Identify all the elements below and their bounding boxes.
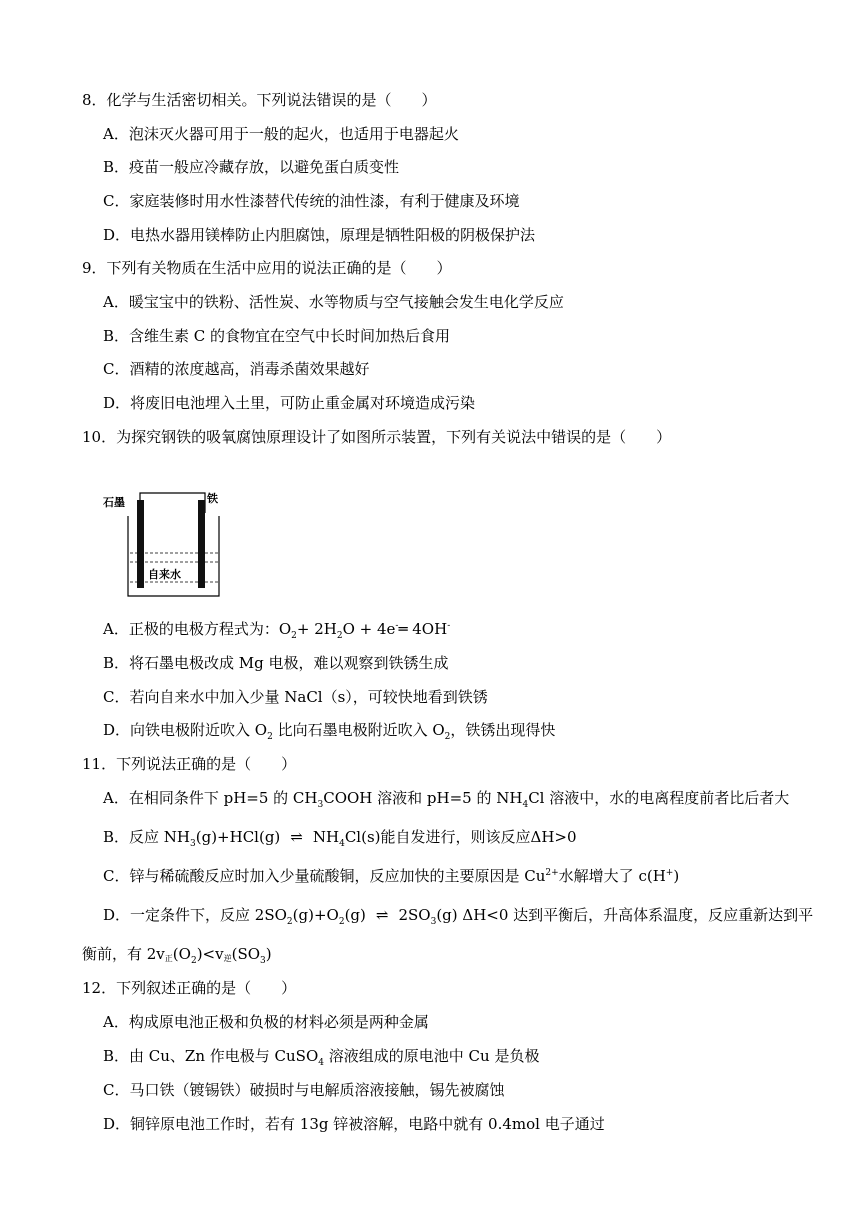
q10-stem: 10．为探究钢铁的吸氧腐蚀原理设计了如图所示装置，下列有关说法中错误的是（ ）: [82, 428, 672, 446]
equilibrium-arrow: ⇌: [290, 828, 303, 846]
tap-water-label: 自来水: [148, 568, 181, 581]
q8-option-c: C．家庭装修时用水性漆替代传统的油性漆，有利于健康及环境: [103, 192, 520, 210]
q11-option-d: D．一定条件下，反应 $2SO_2(g)+O_2(g)$ ⇌ $2SO_3(g)$ ΔH<0 达到平衡后，升高体系温度，反应重新达到平: [103, 906, 814, 927]
q11-option-b: B．反应 $NH_3(g)+HCl(g)$ ⇌ $NH_4Cl(s)$能自发进行，则该反应ΔH>0: [103, 828, 577, 849]
q11-stem: 11．下列说法正确的是（ ）: [82, 755, 297, 773]
q12-stem: 12．下列叙述正确的是（ ）: [82, 979, 297, 997]
q8-option-b: B．疫苗一般应冷藏存放，以避免蛋白质变性: [103, 158, 400, 176]
q10-option-d: D．向铁电极附近吹入 $O_2$ 比向石墨电极附近吹入 $O_2$，铁锈出现得快: [103, 721, 556, 742]
q9-option-b: B．含维生素 C 的食物宜在空气中长时间加热后食用: [103, 327, 451, 345]
iron-label: 铁: [207, 492, 218, 505]
q10-option-b: B．将石墨电极改成 Mg 电极，难以观察到铁锈生成: [103, 654, 449, 672]
q12-option-a: A．构成原电池正极和负极的材料必须是两种金属: [103, 1013, 429, 1031]
q12-option-c: C．马口铁（镀锡铁）破损时与电解质溶液接触，锡先被腐蚀: [103, 1081, 505, 1099]
q9-option-c: C．酒精的浓度越高，消毒杀菌效果越好: [103, 360, 370, 378]
q8-option-d: D．电热水器用镁棒防止内胆腐蚀，原理是牺牲阳极的阴极保护法: [103, 226, 536, 244]
q9-stem: 9．下列有关物质在生活中应用的说法正确的是（ ）: [82, 259, 452, 277]
electrochemistry-apparatus-diagram: [100, 488, 220, 603]
graphite-label: 石墨: [103, 496, 125, 509]
q10-option-a: A．正极的电极方程式为：$O_2+ 2H_2O$ + 4e-═ 4OH-: [103, 620, 451, 641]
q8-stem: 8．化学与生活密切相关。下列说法错误的是（ ）: [82, 91, 437, 109]
equilibrium-arrow: ⇌: [375, 906, 389, 924]
q9-option-d: D．将废旧电池埋入土里，可防止重金属对环境造成污染: [103, 394, 476, 412]
q11-option-d-continued: 衡前，有 2v正$(O_2)<v$逆$(SO_3)$: [82, 945, 272, 966]
q12-option-b: B．由 Cu、Zn 作电极与 CuSO$_4$ 溶液组成的原电池中 Cu 是负极: [103, 1047, 540, 1068]
q10-option-c: C．若向自来水中加入少量 NaCl（s），可较快地看到铁锈: [103, 688, 488, 706]
q11-option-c: C．锌与稀硫酸反应时加入少量硫酸铜，反应加快的主要原因是 $Cu^{2+}$水解增大了 c(H+): [103, 867, 680, 885]
q9-option-a: A．暖宝宝中的铁粉、活性炭、水等物质与空气接触会发生电化学反应: [103, 293, 564, 311]
q8-option-a: A．泡沫灭火器可用于一般的起火，也适用于电器起火: [103, 125, 459, 143]
q11-option-a: A．在相同条件下 pH=5 的 $CH_3COOH$ 溶液和 pH=5 的 $NH_4Cl$ 溶液中，水的电离程度前者比后者大: [103, 789, 790, 810]
q12-option-d: D．铜锌原电池工作时，若有 13g 锌被溶解，电路中就有 0.4mol 电子通过: [103, 1115, 605, 1133]
